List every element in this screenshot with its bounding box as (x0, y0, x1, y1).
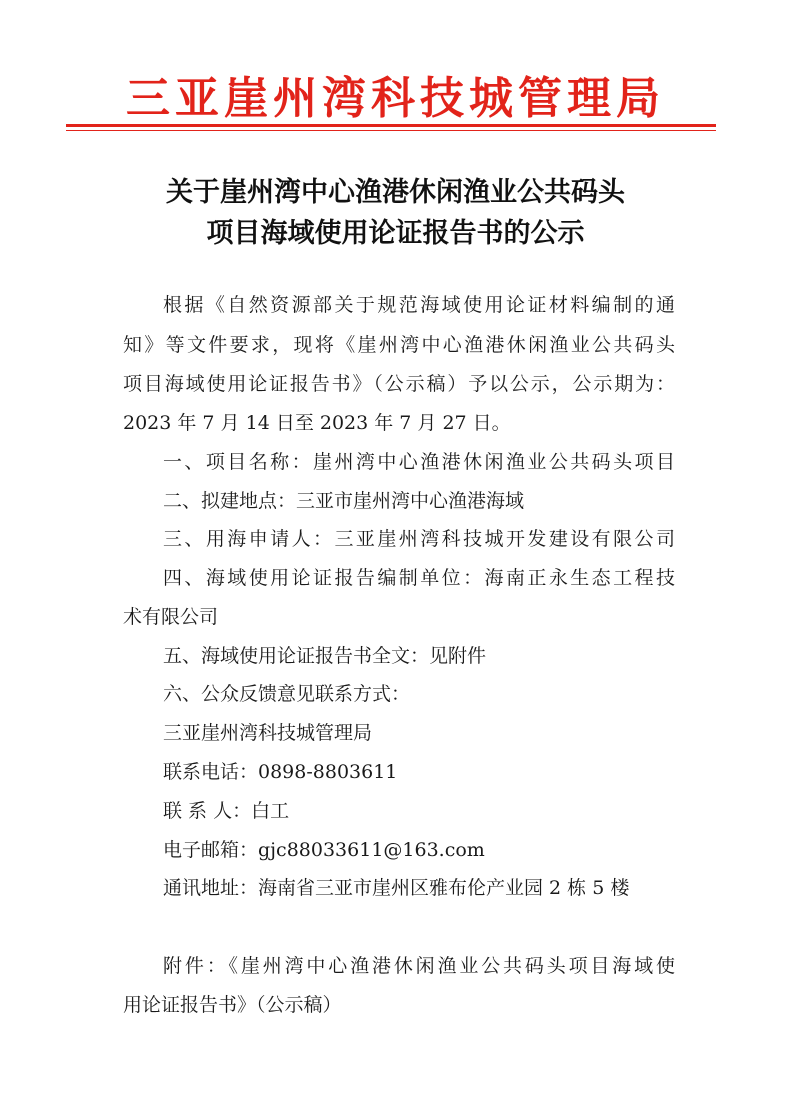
attachment-line-2: 用论证报告书》（公示稿） (123, 994, 342, 1016)
item-compiler-line-1: 四、海域使用论证报告编制单位：海南正永生态工程技 (163, 567, 675, 589)
attachment-line-1: 附件：《崖州湾中心渔港休闲渔业公共码头项目海域使 (163, 955, 675, 977)
letterhead-red-rule (66, 124, 716, 127)
document-title-line-1: 关于崖州湾中心渔港休闲渔业公共码头 (166, 177, 625, 208)
letterhead-red-rule-thin (66, 130, 716, 131)
intro-line-3: 项目海域使用论证报告书》（公示稿）予以公示，公示期为： (123, 373, 675, 395)
intro-line-2: 知》等文件要求，现将《崖州湾中心渔港休闲渔业公共码头 (123, 334, 675, 356)
item-location: 二、拟建地点：三亚市崖州湾中心渔港海域 (163, 490, 525, 512)
contact-org: 三亚崖州湾科技城管理局 (163, 722, 373, 744)
letterhead-org-name: 三亚崖州湾科技城管理局 (126, 73, 665, 124)
contact-phone: 联系电话：0898-8803611 (163, 761, 398, 783)
document-title-line-2: 项目海域使用论证报告书的公示 (206, 218, 585, 249)
contact-address: 通讯地址：海南省三亚市崖州区雅布伦产业园 2 栋 5 楼 (163, 877, 630, 899)
contact-email: 电子邮箱：gjc88033611@163.com (163, 839, 485, 861)
intro-line-4: 2023 年 7 月 14 日至 2023 年 7 月 27 日。 (123, 412, 511, 434)
item-applicant: 三、用海申请人：三亚崖州湾科技城开发建设有限公司 (163, 528, 675, 550)
item-feedback: 六、公众反馈意见联系方式： (163, 683, 411, 705)
item-project-name: 一、项目名称：崖州湾中心渔港休闲渔业公共码头项目 (163, 451, 675, 473)
contact-person: 联 系 人：白工 (163, 800, 290, 822)
intro-line-1: 根据《自然资源部关于规范海域使用论证材料编制的通 (163, 294, 675, 316)
item-compiler-line-2: 术有限公司 (123, 606, 219, 628)
item-full-text: 五、海域使用论证报告书全文：见附件 (163, 645, 487, 667)
